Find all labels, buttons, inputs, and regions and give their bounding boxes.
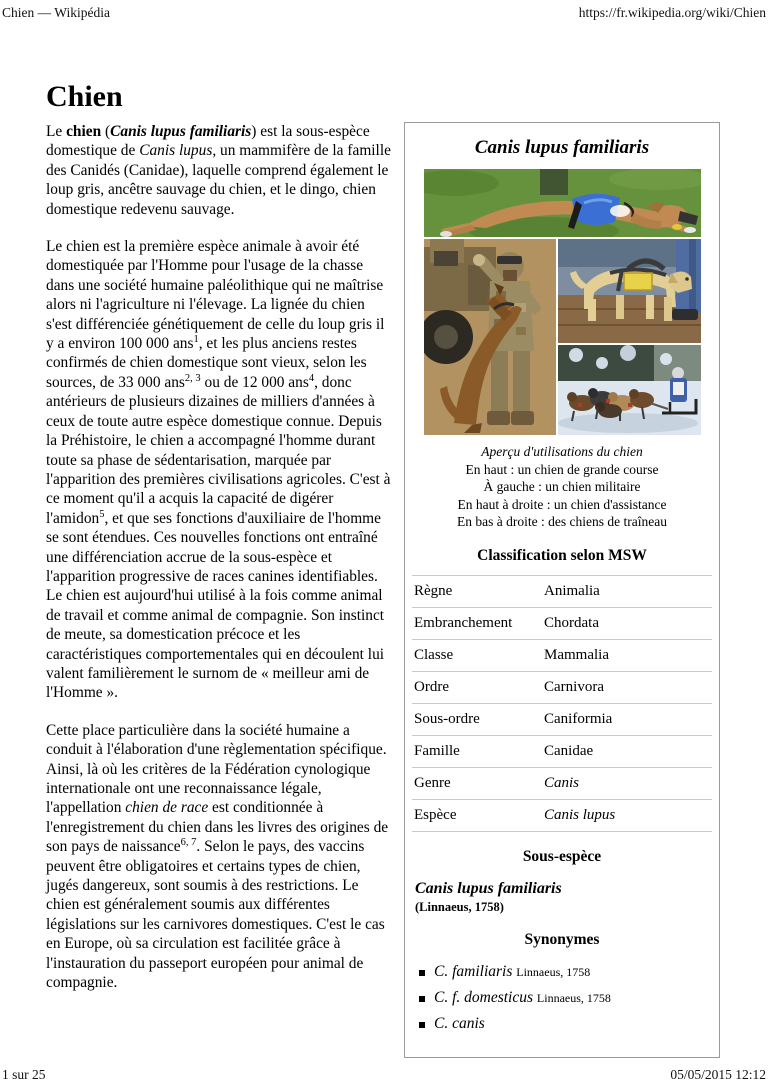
print-footer bbox=[2, 1067, 766, 1083]
taxonomy-rank: Classe bbox=[414, 646, 454, 663]
taxonomy-rank: Embranchement bbox=[414, 614, 513, 631]
classification-header: Classification selon MSW bbox=[477, 546, 647, 564]
sled-dogs-photo bbox=[558, 345, 701, 435]
synonym-item bbox=[417, 1015, 707, 1033]
print-header-title: Chien — Wikipédia bbox=[2, 5, 110, 20]
article-paragraph-3: Cette place particulière dans la société humaine a conduit à l'élaboration d'une règlementation spécifique. Ainsi, là où les critères de la Fédération cynologique internationale ont une reconnaissance légale, l'appellation chien de race est conditionnée à l'enregistrement du chien dans les livres des origines de son pays de naissance$^{6, 7}$. Selon le pays, des vaccins peuvent être obligatoires et certains types de chien, jugés dangereux, sont soumis à des restrictions. Le chien est généralement soumis aux différentes législations sur les carnivores domestiques. C'est le cas en Europe, où sa circulation est facilitée grâce à l'instauration du passeport européen pour animal de compagnie. bbox=[46, 721, 389, 992]
article-paragraph-2: Le chien est la première espèce animale à avoir été domestiquée par l'Homme pour l'usage de la chasse dans une société humaine paléolithique qui ne maîtrise alors ni l'agriculture ni l'élevage. La lignée du chien s'est différenciée génétiquement de celle du loup gris il y a environ 100 000 ans$^1$, et les plus anciens restes confirmés de chien domestique sont vieux, selon les sources, de 33 000 ans$^{2, 3}$ ou de 12 000 ans$^4$, donc antérieurs de plusieurs dizaines de milliers d'années à ceux de toute autre espèce domestique connue. Depuis la Préhistoire, le chien a accompagné l'homme durant toute sa phase de sédentarisation, marquée par l'apparition des premières civilisations agricoles. C'est à ce moment qu'il a acquis la capacité de digérer l'amidon$^5$, et que ses fonctions d'auxiliaire de l'homme se sont étendues. Ces nouvelles fonctions ont entraîné une différenciation accrue de la sous-espèce et l'apparition progressive de races canines identifiables. Le chien est aujourd'hui utilisé à la fois comme animal de travail et comme animal de compagnie. Son instinct de meute, sa domestication précoce et les caractéristiques comportementales qui en découlent lui valent familièrement le surnom de « meilleur ami de l'Homme ». bbox=[46, 238, 391, 702]
photo-caption bbox=[405, 443, 719, 531]
caption-line-bottom-right: En bas à droite : des chiens de traîneau bbox=[457, 514, 667, 530]
subspecies-name: Canis lupus familiaris bbox=[415, 879, 562, 897]
subspecies-authority: (Linnaeus, 1758) bbox=[415, 899, 504, 914]
assistance-dog-photo bbox=[558, 239, 701, 343]
print-footer-page-number: 1 sur 25 bbox=[2, 1067, 46, 1082]
taxonomy-rank: Genre bbox=[414, 774, 451, 791]
synonyms-header: Synonymes bbox=[524, 930, 600, 948]
military-dog-photo bbox=[424, 239, 556, 435]
taxonomy-value: Carnivora bbox=[544, 678, 604, 695]
taxonomy-value: Caniformia bbox=[544, 710, 613, 727]
taxonomy-value: Chordata bbox=[544, 614, 599, 631]
taxobox bbox=[404, 122, 720, 1058]
taxonomy-rank: Ordre bbox=[414, 678, 449, 695]
synonym-item bbox=[417, 989, 707, 1007]
article-paragraph-1: Le chien (Canis lupus familiaris) est la sous-espèce domestique de Canis lupus, un mammifère de la famille des Canidés (Canidae), laquelle comprend également le loup gris, ancêtre sauvage du chien, et le dingo, chien domestique redevenu sauvage. bbox=[46, 123, 391, 218]
synonym-item bbox=[417, 963, 707, 981]
taxonomy-row-regne bbox=[412, 575, 712, 607]
taxonomy-rank: Règne bbox=[414, 582, 453, 599]
subspecies-header: Sous-espèce bbox=[522, 847, 602, 865]
photo-caption-title: Aperçu d'utilisations du chien bbox=[481, 444, 643, 459]
article-body bbox=[46, 122, 394, 1010]
caption-line-top-right: En haut à droite : un chien d'assistance bbox=[457, 496, 667, 512]
synonym-text: C. f. domesticus Linnaeus, 1758 bbox=[434, 988, 611, 1006]
bullet-square-icon bbox=[419, 996, 425, 1002]
synonym-text: C. canis bbox=[434, 1014, 485, 1032]
synonyms-list bbox=[417, 963, 707, 1033]
bullet-square-icon bbox=[419, 1022, 425, 1028]
taxonomy-row-genre bbox=[412, 767, 712, 799]
taxonomy-value: Canidae bbox=[544, 742, 594, 759]
taxonomy-value: Mammalia bbox=[544, 646, 609, 663]
print-footer-datetime: 05/05/2015 12:12 bbox=[670, 1067, 766, 1082]
racing-dog-photo bbox=[424, 169, 701, 237]
taxonomy-value: Animalia bbox=[544, 582, 600, 599]
taxonomy-row-embranchement bbox=[412, 607, 712, 639]
taxonomy-rank: Famille bbox=[414, 742, 460, 759]
taxonomy-value: Canis bbox=[544, 774, 580, 791]
taxonomy-row-sous-ordre bbox=[412, 703, 712, 735]
taxonomy-rank: Espèce bbox=[414, 806, 457, 823]
taxonomy-row-famille bbox=[412, 735, 712, 767]
synonym-text: C. familiaris Linnaeus, 1758 bbox=[434, 962, 591, 980]
print-header bbox=[2, 5, 766, 21]
taxonomy-row-classe bbox=[412, 639, 712, 671]
taxonomy-row-espece bbox=[412, 799, 712, 831]
taxonomy-rank: Sous-ordre bbox=[414, 710, 480, 727]
caption-line-top: En haut : un chien de grande course bbox=[465, 461, 659, 477]
taxonomy-table bbox=[412, 575, 712, 832]
taxonomy-value: Canis lupus bbox=[544, 806, 616, 823]
caption-line-left: À gauche : un chien militaire bbox=[483, 479, 641, 495]
print-header-url: https://fr.wikipedia.org/wiki/Chien bbox=[578, 5, 766, 20]
dog-photo-collage bbox=[424, 169, 701, 435]
taxonomy-row-ordre bbox=[412, 671, 712, 703]
bullet-square-icon bbox=[419, 970, 425, 976]
taxobox-title: Canis lupus familiaris bbox=[474, 137, 650, 158]
article-title: Chien bbox=[46, 80, 123, 114]
